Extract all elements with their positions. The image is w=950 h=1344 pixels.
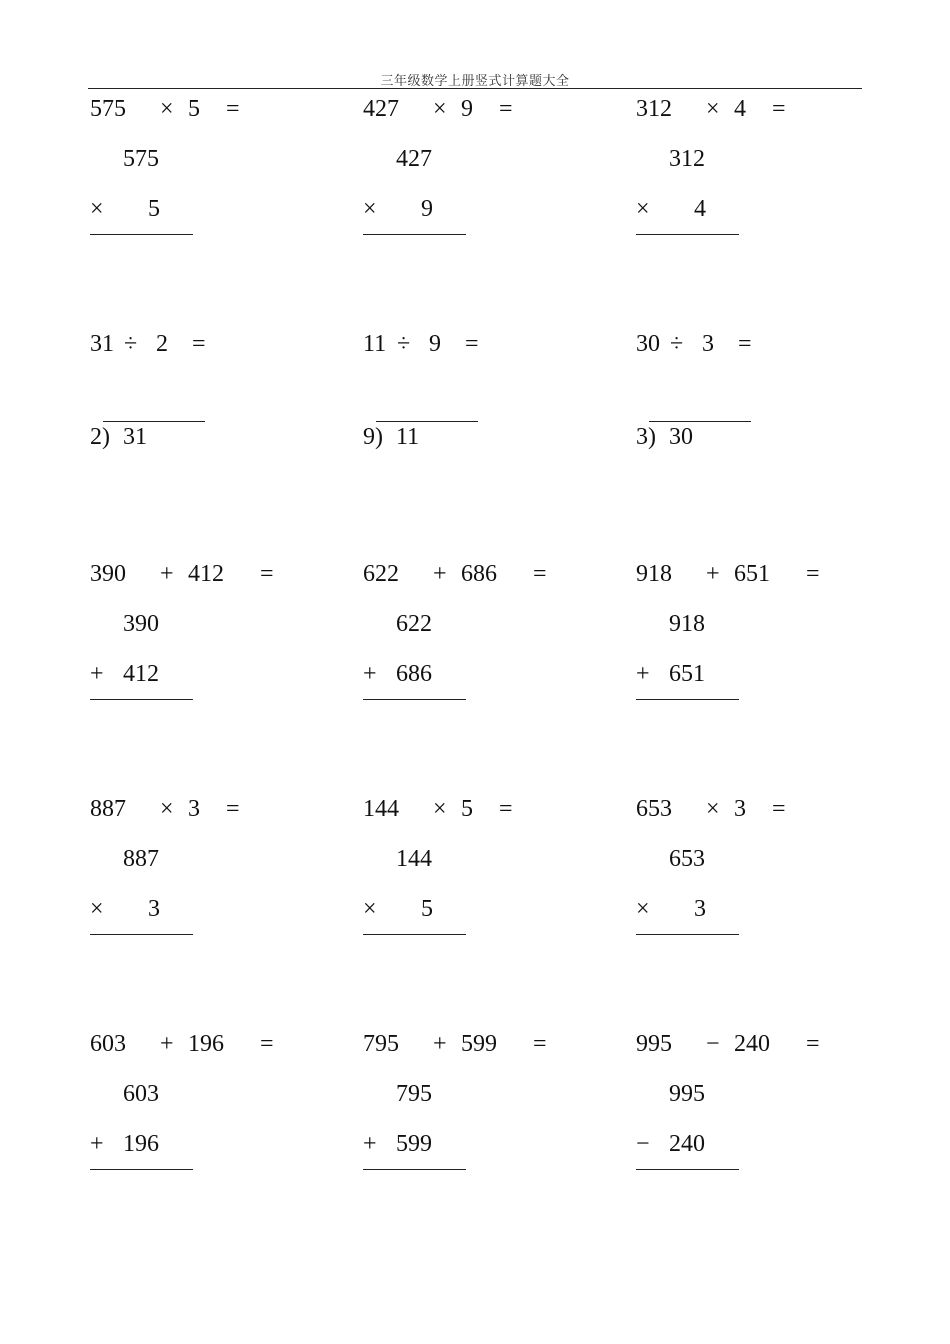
operand-a: 653 — [636, 796, 672, 822]
operand-b: 686 — [461, 561, 497, 587]
vertical-bottom: 651 — [669, 661, 705, 687]
operator: × — [160, 796, 174, 822]
operand-b: 599 — [461, 1031, 497, 1057]
operand-a: 30 — [636, 331, 660, 357]
answer-line — [636, 699, 739, 700]
equals-sign: = — [806, 1031, 820, 1057]
vertical-top: 312 — [669, 146, 705, 172]
vertical-bottom: 9 — [421, 196, 433, 222]
equals-sign: = — [738, 331, 752, 357]
operand-a: 575 — [90, 96, 126, 122]
operator: ÷ — [397, 331, 411, 357]
vertical-bottom: 5 — [421, 896, 433, 922]
problem-div — [90, 331, 330, 521]
problem-mul — [90, 796, 330, 986]
page-header: 三年级数学上册竖式计算题大全 — [380, 73, 570, 88]
operand-b: 9 — [461, 96, 473, 122]
equals-sign: = — [226, 96, 240, 122]
division-bracket: ) — [102, 424, 110, 450]
operand-a: 390 — [90, 561, 126, 587]
equals-sign: = — [192, 331, 206, 357]
answer-line — [636, 934, 739, 935]
equals-sign: = — [260, 1031, 274, 1057]
operand-b: 5 — [461, 796, 473, 822]
vertical-operator: + — [363, 661, 377, 687]
vertical-operator: × — [90, 896, 104, 922]
operand-b: 196 — [188, 1031, 224, 1057]
vertical-top: 622 — [396, 611, 432, 637]
divisor: 9 — [363, 424, 375, 450]
divisor: 2 — [90, 424, 102, 450]
problem-add — [90, 561, 330, 751]
equals-sign: = — [533, 561, 547, 587]
vertical-top: 575 — [123, 146, 159, 172]
operand-b: 412 — [188, 561, 224, 587]
vertical-bottom: 240 — [669, 1131, 705, 1157]
vertical-top: 918 — [669, 611, 705, 637]
vertical-operator: + — [636, 661, 650, 687]
vertical-bottom: 3 — [148, 896, 160, 922]
equals-sign: = — [533, 1031, 547, 1057]
operator: × — [433, 796, 447, 822]
answer-line — [363, 699, 466, 700]
equals-sign: = — [772, 96, 786, 122]
vertical-bottom: 412 — [123, 661, 159, 687]
operand-a: 427 — [363, 96, 399, 122]
division-bar — [376, 421, 478, 422]
problem-mul — [363, 96, 603, 286]
vertical-bottom: 196 — [123, 1131, 159, 1157]
operator: × — [160, 96, 174, 122]
division-bracket: ) — [648, 424, 656, 450]
operator: + — [160, 1031, 174, 1057]
dividend: 30 — [669, 424, 693, 450]
operand-b: 3 — [702, 331, 714, 357]
vertical-operator: × — [363, 196, 377, 222]
vertical-top: 887 — [123, 846, 159, 872]
answer-line — [363, 934, 466, 935]
vertical-operator: × — [636, 896, 650, 922]
operator: ÷ — [124, 331, 138, 357]
equals-sign: = — [806, 561, 820, 587]
vertical-operator: − — [636, 1131, 650, 1157]
operand-a: 144 — [363, 796, 399, 822]
problem-div — [636, 331, 876, 521]
vertical-bottom: 4 — [694, 196, 706, 222]
operator: ÷ — [670, 331, 684, 357]
answer-line — [363, 234, 466, 235]
problem-add — [363, 561, 603, 751]
vertical-operator: × — [363, 896, 377, 922]
vertical-top: 995 — [669, 1081, 705, 1107]
answer-line — [90, 934, 193, 935]
operator: − — [706, 1031, 720, 1057]
answer-line — [636, 234, 739, 235]
problem-add — [90, 1031, 330, 1221]
problem-add — [363, 1031, 603, 1221]
operand-b: 4 — [734, 96, 746, 122]
operand-a: 995 — [636, 1031, 672, 1057]
operand-b: 9 — [429, 331, 441, 357]
answer-line — [636, 1169, 739, 1170]
answer-line — [90, 1169, 193, 1170]
problem-mul — [363, 796, 603, 986]
vertical-operator: + — [363, 1131, 377, 1157]
equals-sign: = — [260, 561, 274, 587]
operand-b: 651 — [734, 561, 770, 587]
operand-a: 622 — [363, 561, 399, 587]
operand-a: 918 — [636, 561, 672, 587]
operator: + — [706, 561, 720, 587]
answer-line — [90, 234, 193, 235]
operator: × — [706, 96, 720, 122]
vertical-operator: × — [90, 196, 104, 222]
problem-mul — [90, 96, 330, 286]
problem-mul — [636, 96, 876, 286]
vertical-top: 603 — [123, 1081, 159, 1107]
vertical-operator: + — [90, 1131, 104, 1157]
operand-a: 312 — [636, 96, 672, 122]
equals-sign: = — [226, 796, 240, 822]
equals-sign: = — [465, 331, 479, 357]
vertical-bottom: 686 — [396, 661, 432, 687]
vertical-top: 653 — [669, 846, 705, 872]
operator: + — [433, 561, 447, 587]
operand-b: 2 — [156, 331, 168, 357]
division-bracket: ) — [375, 424, 383, 450]
problem-mul — [636, 796, 876, 986]
equals-sign: = — [772, 796, 786, 822]
operand-a: 887 — [90, 796, 126, 822]
vertical-top: 795 — [396, 1081, 432, 1107]
vertical-operator: + — [90, 661, 104, 687]
dividend: 31 — [123, 424, 147, 450]
vertical-operator: × — [636, 196, 650, 222]
operator: × — [433, 96, 447, 122]
problem-add — [636, 561, 876, 751]
vertical-bottom: 5 — [148, 196, 160, 222]
vertical-top: 390 — [123, 611, 159, 637]
equals-sign: = — [499, 796, 513, 822]
answer-line — [90, 699, 193, 700]
operator: × — [706, 796, 720, 822]
operator: + — [433, 1031, 447, 1057]
problem-sub — [636, 1031, 876, 1221]
division-bar — [649, 421, 751, 422]
division-bar — [103, 421, 205, 422]
operand-b: 3 — [188, 796, 200, 822]
vertical-top: 427 — [396, 146, 432, 172]
operand-a: 603 — [90, 1031, 126, 1057]
operand-b: 240 — [734, 1031, 770, 1057]
operand-b: 3 — [734, 796, 746, 822]
operand-a: 795 — [363, 1031, 399, 1057]
divisor: 3 — [636, 424, 648, 450]
problem-div — [363, 331, 603, 521]
vertical-top: 144 — [396, 846, 432, 872]
operand-a: 31 — [90, 331, 114, 357]
answer-line — [363, 1169, 466, 1170]
operator: + — [160, 561, 174, 587]
equals-sign: = — [499, 96, 513, 122]
vertical-bottom: 3 — [694, 896, 706, 922]
operand-b: 5 — [188, 96, 200, 122]
vertical-bottom: 599 — [396, 1131, 432, 1157]
operand-a: 11 — [363, 331, 387, 357]
dividend: 11 — [396, 424, 420, 450]
